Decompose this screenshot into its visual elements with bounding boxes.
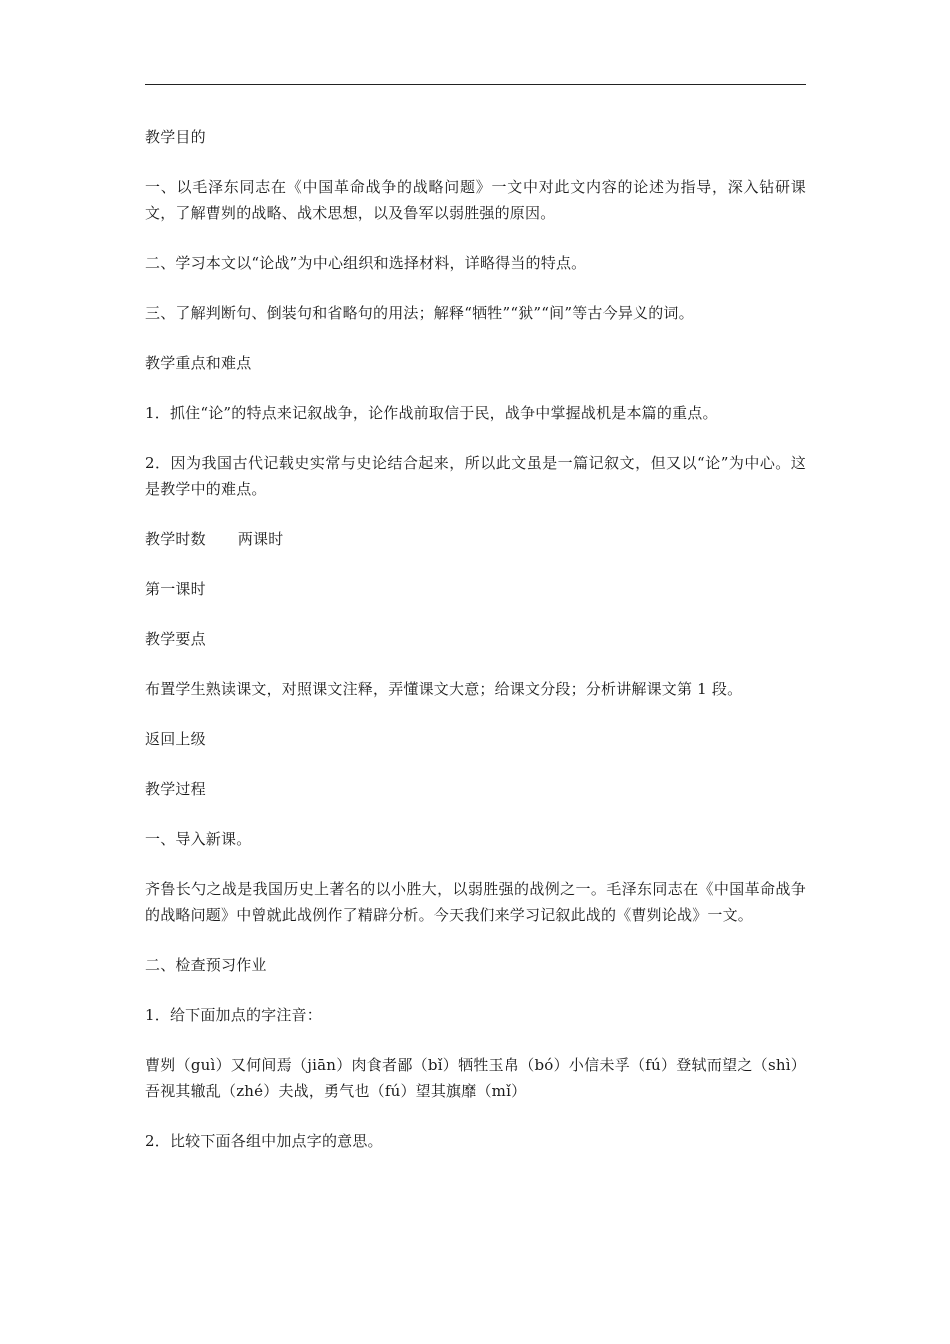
step-2-check-homework: 二、检查预习作业 bbox=[145, 956, 267, 974]
heading-teaching-objectives: 教学目的 bbox=[145, 128, 206, 146]
objective-3: 三、了解判断句、倒装句和省略句的用法；解释“牺牲”“狱”“间”等古今异义的词。 bbox=[145, 304, 694, 322]
exercise-2-prompt: 2．比较下面各组中加点字的意思。 bbox=[145, 1132, 383, 1150]
exercise-1-items: 曹刿（guì）又何间焉（jiān）肉食者鄙（bǐ）牺牲玉帛（bó）小信未孚（fú）登轼而望之（shì）吾视其辙乱（zhé）夫战，勇气也（fú）望其旗靡（mǐ） bbox=[145, 1056, 806, 1100]
teaching-essentials-text: 布置学生熟读课文，对照课文注释，弄懂课文大意；给课文分段；分析讲解课文第 1 段。 bbox=[145, 680, 743, 698]
class-hours-label: 教学时数 bbox=[145, 530, 206, 548]
document-body bbox=[145, 124, 806, 1178]
back-to-parent-link[interactable]: 返回上级 bbox=[145, 730, 206, 748]
header-rule bbox=[145, 84, 806, 85]
objective-1: 一、以毛泽东同志在《中国革命战争的战略问题》一文中对此文内容的论述为指导，深入钻研课文，了解曹刿的战略、战术思想，以及鲁军以弱胜强的原因。 bbox=[145, 178, 806, 222]
class-hours-line bbox=[145, 526, 806, 552]
key-point-2: 2．因为我国古代记载史实常与史论结合起来，所以此文虽是一篇记叙文，但又以“论”为中心。这是教学中的难点。 bbox=[145, 454, 806, 498]
class-hours-value: 两课时 bbox=[237, 530, 284, 548]
exercise-1-prompt: 1．给下面加点的字注音： bbox=[145, 1006, 322, 1024]
objective-2: 二、学习本文以“论战”为中心组织和选择材料，详略得当的特点。 bbox=[145, 254, 587, 272]
heading-first-lesson: 第一课时 bbox=[145, 580, 206, 598]
key-point-1: 1．抓住“论”的特点来记叙战争，论作战前取信于民，战争中掌握战机是本篇的重点。 bbox=[145, 404, 718, 422]
intro-text: 齐鲁长勺之战是我国历史上著名的以小胜大，以弱胜强的战例之一。毛泽东同志在《中国革命战争的战略问题》中曾就此战例作了精辟分析。今天我们来学习记叙此战的《曹刿论战》一文。 bbox=[145, 880, 806, 924]
step-1-intro: 一、导入新课。 bbox=[145, 830, 252, 848]
heading-teaching-essentials: 教学要点 bbox=[145, 630, 206, 648]
heading-key-points: 教学重点和难点 bbox=[145, 354, 252, 372]
heading-teaching-process: 教学过程 bbox=[145, 780, 206, 798]
